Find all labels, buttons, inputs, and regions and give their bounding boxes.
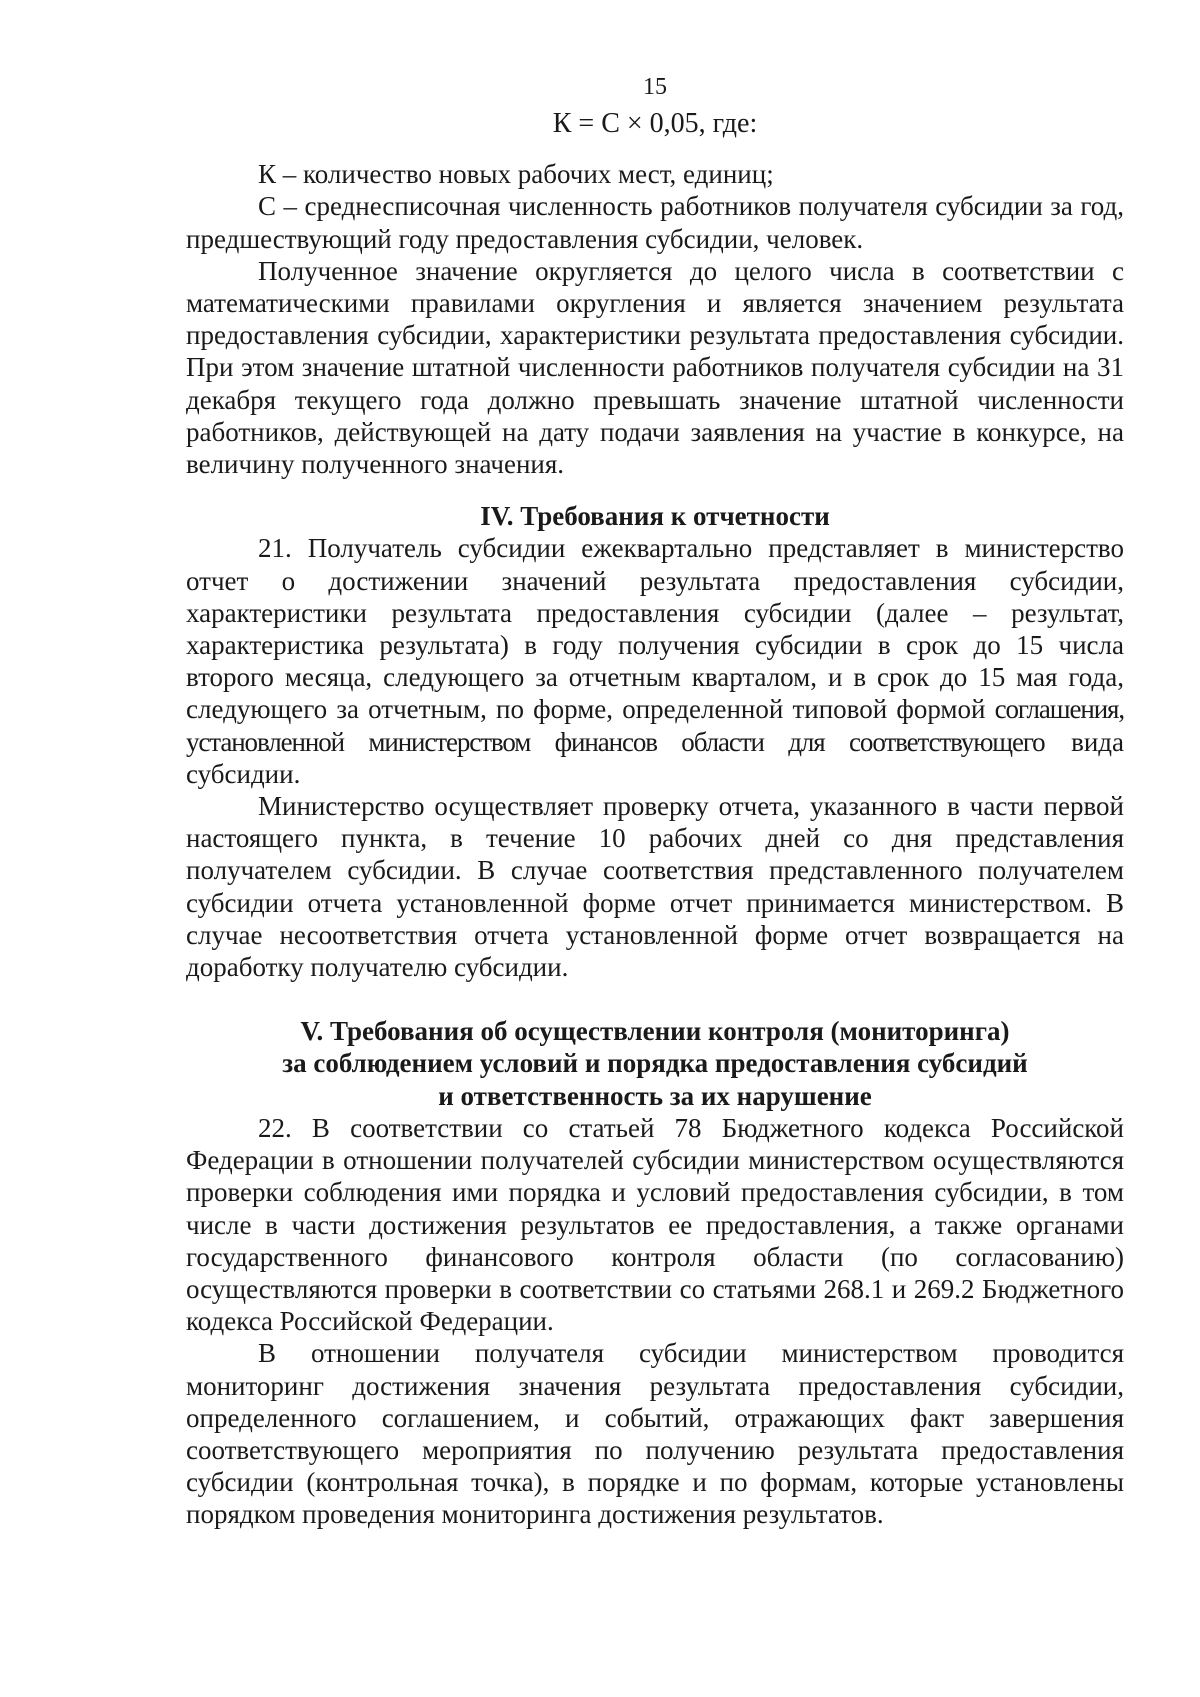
paragraph-rounding: Полученное значение округляется до целого числа в соответствии с математическими правилами округления и является значением результата предоставления субсидии, характеристики результата предоставления субсидии. При этом значение штатной численности работников получателя субсидии на 31 декабря текущего года должно превышать значение штатной численности работников, действующей на дату подачи заявления на участие в конкурсе, на величину полученного значения. [186, 255, 1124, 480]
page-number: 15 [643, 74, 667, 100]
section-5-heading-line-1: V. Требования об осуществлении контроля (мониторинга) [300, 1016, 1010, 1047]
paragraph-21-check: Министерство осуществляет проверку отчета, указанного в части первой настоящего пункта, в течение 10 рабочих дней со дня представления получателем субсидии. В случае соответствия представленного получателем субсидии отчета установленной форме отчет принимается министерством. В случае несоответствия отчета установленной форме отчет возвращается на доработку получателю субсидии. [186, 791, 1124, 983]
paragraph-22-monitoring: В отношении получателя субсидии министерством проводится мониторинг достижения значения результата предоставления субсидии, определенного соглашением, и событий, отражающих факт завершения соответствующего мероприятия по получению результата предоставления субсидии (контрольная точка), в порядке и по формам, которые установлены порядком проведения мониторинга достижения результатов. [186, 1338, 1124, 1530]
definition-k: К – количество новых рабочих мест, единиц; [258, 159, 774, 190]
section-4-heading [186, 500, 1124, 532]
formula: К = С × 0,05, где: [552, 108, 758, 139]
definition-c: С – среднесписочная численность работников получателя субсидии за год, предшествующий году предоставления субсидии, человек. [186, 191, 1124, 254]
section-5-heading-line-3: и ответственность за их нарушение [438, 1080, 872, 1111]
paragraph-21 [186, 532, 1124, 790]
document-page [186, 72, 1124, 1531]
section-5-heading [186, 1015, 1124, 1112]
paragraph-22: 22. В соответствии со статьей 78 Бюджетного кодекса Российской Федерации в отношении получателей субсидии министерством осуществляются проверки соблюдения ими порядка и условий предоставления субсидии, в том числе в части достижения результатов ее предоставления, а также органами государственного финансового контроля области (по согласованию) осуществляются проверки в соответствии со статьями 268.1 и 269.2 Бюджетного кодекса Российской Федерации. [186, 1112, 1124, 1337]
section-4-heading-text: IV. Требования к отчетности [480, 501, 830, 532]
paragraph-21-main: 21. Получатель субсидии ежеквартально представляет в министерство отчет о достижении значений результата предоставления субсидии, характеристики результата предоставления субсидии (далее – результат, характеристика результата) в году получения субсидии в срок до 15 числа второго месяца, следующего за отчетным кварталом, и в срок до 15 мая года, следующего за отчетным, по форме, определенной типовой формой [186, 533, 1124, 725]
paragraph-21-end: вида субсидии. [186, 726, 1124, 789]
section-5-heading-line-2: за соблюдением условий и порядка предоставления субсидий [282, 1048, 1028, 1079]
paragraph-21-condensed-line: соглашения, установленной министерством финансов области для соответствующего [186, 694, 1125, 757]
